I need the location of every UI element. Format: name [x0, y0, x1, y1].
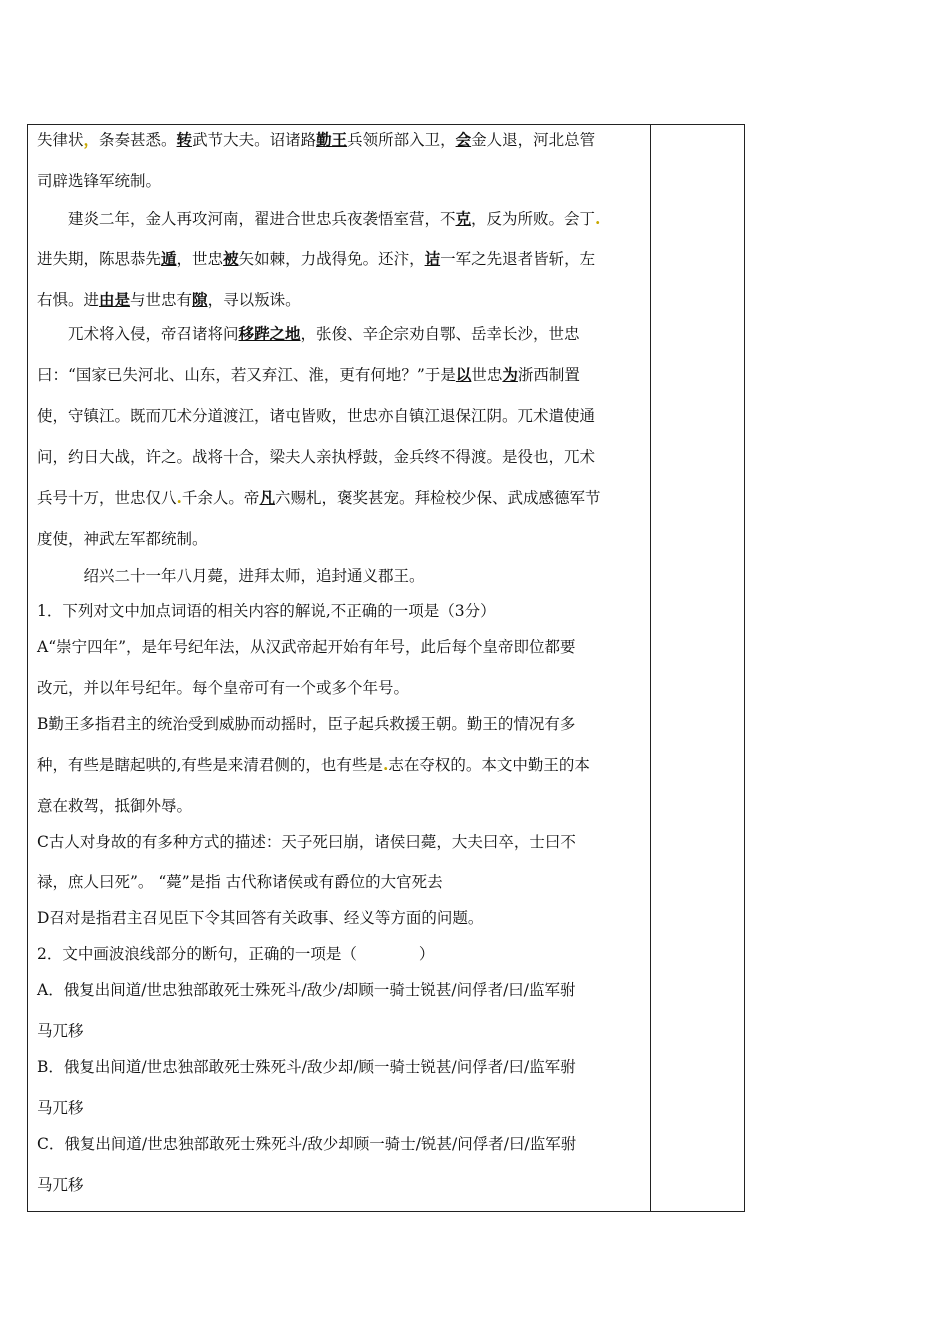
marked-word: 诘: [424, 249, 441, 268]
marked-word: 由是: [99, 290, 131, 309]
text-line: [37, 488, 600, 508]
marked-word: 克: [455, 209, 472, 228]
text-run: 改元，并以年号纪年。每个皇帝可有一个或多个年号。: [37, 679, 410, 697]
option-a: [37, 980, 576, 1000]
text-run: 司辟选锋军统制。: [37, 172, 162, 190]
text-line: [37, 365, 580, 385]
text-run: ，寻以叛诛。: [207, 291, 301, 309]
text-line: [37, 447, 595, 467]
text-line: [37, 406, 595, 426]
text-line: [37, 678, 409, 698]
text-run: 世忠: [471, 366, 503, 384]
text-run: 禄，庶人曰死”。 “薨”是指 古代称诸侯或有爵位的大官死去: [37, 873, 443, 891]
text-run: C．俄复出间道/世忠独部敢死士殊死斗/敌少却顾一骑士/锐甚/问俘者/曰/监军驸: [37, 1135, 577, 1153]
option-c: [37, 832, 576, 852]
option-a: [37, 637, 576, 657]
text-run: 金人退，河北总管: [471, 131, 596, 149]
marked-word: 会: [455, 130, 472, 149]
marked-word: 转: [176, 130, 193, 149]
text-line: [37, 171, 161, 191]
text-run: 马兀移: [37, 1099, 84, 1117]
marked-word: 被: [223, 249, 239, 268]
text-run: 意在救驾，抵御外辱。: [37, 797, 193, 815]
text-run: 建炎二年，金人再攻河南，翟进合世忠兵夜袭悟室营，不: [37, 210, 456, 228]
text-run: 兵号十万，世忠仅八: [37, 489, 177, 507]
text-run: 马兀移: [37, 1022, 84, 1040]
text-line: [37, 324, 580, 344]
question-1: [37, 601, 496, 621]
text-run: 武节大夫。诏诸路: [192, 131, 317, 149]
marked-word: 为: [502, 365, 518, 384]
text-run: 右惧。进: [37, 291, 100, 309]
text-run: 兵领所部入卫，: [347, 131, 456, 149]
option-d: [37, 908, 483, 928]
text-run: 浙西制置: [517, 366, 580, 384]
text-run: 条奏甚悉。: [99, 131, 177, 149]
text-run: 使，守镇江。既而兀术分道渡江，诸屯皆败，世忠亦自镇江退保江阴。兀术遣使通: [37, 407, 596, 425]
text-run: 度使，神武左军都统制。: [37, 530, 208, 548]
text-run: 志在夺权的。本文中勤王的本: [388, 756, 590, 774]
text-run: A．俄复出间道/世忠独部敢死士殊死斗/敌少/却顾一骑士锐甚/问俘者/曰/监军驸: [37, 981, 576, 999]
emphasis-dot: .: [595, 209, 601, 228]
text-run: 1．下列对文中加点词语的相关内容的解说,不正确的一项是（3分）: [37, 602, 496, 620]
text-run: 与世忠有: [130, 291, 193, 309]
text-run: 失律状: [37, 131, 84, 149]
text-run: 千余人。帝: [181, 489, 260, 507]
text-run: A“崇宁四年”，是年号纪年法，从汉武帝起开始有年号，此后每个皇帝即位都要: [37, 638, 576, 656]
text-run: 六赐札，褒奖甚宠。拜检校少保、武成感德军节: [274, 489, 601, 507]
text-line: [37, 249, 595, 269]
text-line: [37, 1021, 84, 1041]
text-line: [37, 755, 590, 775]
text-run: ，反为所败。会丁: [471, 210, 596, 228]
marked-word: 隙: [192, 290, 208, 309]
text-run: 种，有些是瞎起哄的,有些是来清君侧的，也有些是: [37, 756, 383, 774]
text-run: 马兀移: [37, 1176, 84, 1194]
text-line: [37, 130, 595, 150]
column-divider: [650, 124, 651, 1212]
text-line: [37, 566, 425, 586]
text-run: D召对是指君主召见臣下令其回答有关政事、经义等方面的问题。: [37, 909, 484, 927]
text-run: 一军之先退者皆斩，左: [440, 250, 596, 268]
marked-word: 移跸之地: [238, 324, 301, 343]
text-line: [37, 796, 192, 816]
text-run: ，: [83, 130, 100, 149]
marked-word: 以: [455, 365, 472, 384]
text-line: [37, 872, 443, 892]
table-frame: [27, 124, 745, 1212]
text-run: ，张俊、辛企宗劝自鄂、岳幸长沙，世忠: [300, 325, 580, 343]
text-run: 进失期，陈思恭先: [37, 250, 162, 268]
text-run: B勤王多指君主的统治受到威胁而动摇时，臣子起兵救援王朝。勤王的情况有多: [37, 715, 576, 733]
text-run: 2．文中画波浪线部分的断句，正确的一项是（ ）: [37, 945, 435, 963]
marked-word: 遁: [161, 249, 177, 268]
text-run: 绍兴二十一年八月薨，进拜太师，追封通义郡王。: [37, 567, 425, 585]
text-run: 问，约日大战，许之。战将十合，梁夫人亲执桴鼓，金兵终不得渡。是役也，兀术: [37, 448, 596, 466]
option-c: [37, 1134, 576, 1154]
question-2: [37, 944, 434, 964]
text-run: ，世忠: [176, 250, 224, 268]
text-run: 矢如棘，力战得免。还汴，: [238, 250, 425, 268]
text-line: [37, 290, 301, 310]
marked-word: 凡: [259, 488, 275, 507]
emphasis-dot: .: [176, 488, 182, 507]
text-run: 曰：“国家已失河北、山东，若又弃江、淮，更有何地？”于是: [37, 366, 456, 384]
option-b: [37, 714, 575, 734]
text-line: [37, 1175, 84, 1195]
text-run: B．俄复出间道/世忠独部敢死士殊死斗/敌少却/顾一骑士锐甚/问俘者/曰/监军驸: [37, 1058, 576, 1076]
marked-word: 勤王: [316, 130, 348, 149]
text-line: [37, 529, 208, 549]
text-line: [37, 209, 600, 229]
text-run: C古人对身故的有多种方式的描述：天子死曰崩，诸侯曰薨，大夫曰卒，士曰不: [37, 833, 576, 851]
text-run: 兀术将入侵，帝召诸将问: [37, 325, 239, 343]
emphasis-dot: .: [382, 755, 389, 774]
text-line: [37, 1098, 84, 1118]
option-b: [37, 1057, 576, 1077]
